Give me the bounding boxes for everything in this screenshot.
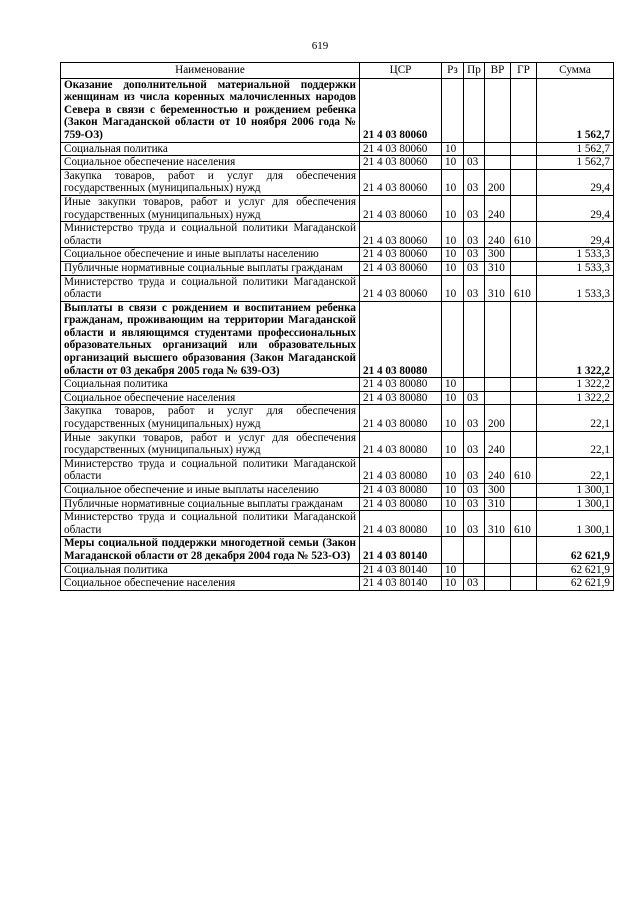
cell-sum: 1 300,1 xyxy=(537,484,614,498)
cell-vr: 310 xyxy=(485,261,511,275)
cell-pr xyxy=(464,301,485,378)
cell-pr xyxy=(464,537,485,563)
cell-name: Публичные нормативные социальные выплаты гражданам xyxy=(61,497,360,511)
cell-name: Социальное обеспечение населения xyxy=(61,577,360,591)
cell-rz: 10 xyxy=(442,457,464,483)
cell-pr: 03 xyxy=(464,261,485,275)
cell-vr: 200 xyxy=(485,169,511,195)
cell-sum: 29,4 xyxy=(537,169,614,195)
cell-gr: 610 xyxy=(511,511,537,537)
cell-name: Социальная политика xyxy=(61,563,360,577)
cell-rz xyxy=(442,78,464,142)
cell-sum: 1 562,7 xyxy=(537,78,614,142)
table-row xyxy=(61,261,614,275)
cell-name: Социальная политика xyxy=(61,378,360,392)
cell-pr: 03 xyxy=(464,431,485,457)
cell-rz: 10 xyxy=(442,563,464,577)
cell-csr: 21 4 03 80080 xyxy=(360,431,442,457)
cell-gr xyxy=(511,537,537,563)
cell-name: Социальное обеспечение и иные выплаты населению xyxy=(61,248,360,262)
cell-csr: 21 4 03 80060 xyxy=(360,78,442,142)
cell-csr: 21 4 03 80080 xyxy=(360,391,442,405)
cell-name: Социальное обеспечение населения xyxy=(61,391,360,405)
header-pr: Пр xyxy=(464,63,485,79)
cell-pr: 03 xyxy=(464,275,485,301)
cell-gr xyxy=(511,577,537,591)
cell-gr xyxy=(511,497,537,511)
cell-csr: 21 4 03 80140 xyxy=(360,537,442,563)
cell-gr xyxy=(511,378,537,392)
table-row xyxy=(61,169,614,195)
cell-gr xyxy=(511,248,537,262)
cell-csr: 21 4 03 80080 xyxy=(360,405,442,431)
cell-vr: 300 xyxy=(485,484,511,498)
cell-gr xyxy=(511,563,537,577)
cell-vr: 240 xyxy=(485,195,511,221)
cell-csr: 21 4 03 80060 xyxy=(360,248,442,262)
table-row xyxy=(61,391,614,405)
table-row xyxy=(61,275,614,301)
cell-pr: 03 xyxy=(464,577,485,591)
cell-csr: 21 4 03 80080 xyxy=(360,484,442,498)
cell-rz: 10 xyxy=(442,391,464,405)
cell-csr: 21 4 03 80080 xyxy=(360,378,442,392)
table-row xyxy=(61,577,614,591)
cell-sum: 1 533,3 xyxy=(537,248,614,262)
cell-vr: 240 xyxy=(485,431,511,457)
cell-sum: 62 621,9 xyxy=(537,563,614,577)
cell-pr: 03 xyxy=(464,484,485,498)
cell-pr: 03 xyxy=(464,391,485,405)
cell-sum: 1 322,2 xyxy=(537,301,614,378)
cell-rz: 10 xyxy=(442,195,464,221)
cell-csr: 21 4 03 80140 xyxy=(360,577,442,591)
cell-sum: 1 322,2 xyxy=(537,391,614,405)
cell-rz: 10 xyxy=(442,261,464,275)
cell-gr xyxy=(511,301,537,378)
cell-sum: 1 533,3 xyxy=(537,275,614,301)
cell-rz: 10 xyxy=(442,577,464,591)
cell-sum: 1 322,2 xyxy=(537,378,614,392)
cell-csr: 21 4 03 80060 xyxy=(360,222,442,248)
cell-sum: 29,4 xyxy=(537,195,614,221)
cell-gr xyxy=(511,484,537,498)
cell-pr: 03 xyxy=(464,405,485,431)
cell-csr: 21 4 03 80080 xyxy=(360,497,442,511)
cell-rz: 10 xyxy=(442,156,464,170)
cell-vr xyxy=(485,156,511,170)
cell-rz: 10 xyxy=(442,142,464,156)
cell-vr: 310 xyxy=(485,497,511,511)
cell-rz: 10 xyxy=(442,431,464,457)
table-row xyxy=(61,431,614,457)
cell-rz: 10 xyxy=(442,222,464,248)
cell-rz xyxy=(442,301,464,378)
table-row xyxy=(61,142,614,156)
table-row xyxy=(61,195,614,221)
cell-vr: 310 xyxy=(485,511,511,537)
cell-name: Оказание дополнительной материальной поддержки женщинам из числа коренных малочисленных народов Севера в связи с беременностью и рождением ребенка (Закон Магаданской области от 10 ноября 2006 года № 759-ОЗ) xyxy=(61,78,360,142)
cell-name: Министерство труда и социальной политики Магаданской области xyxy=(61,511,360,537)
table-row xyxy=(61,405,614,431)
cell-gr: 610 xyxy=(511,457,537,483)
cell-pr: 03 xyxy=(464,222,485,248)
cell-name: Выплаты в связи с рождением и воспитанием ребенка гражданам, проживающим на территории Магаданской области и являющимся студентами профессиональных образовательных организаций или образовательных организаций высшего образования (Закон Магаданской области от 03 декабря 2005 года № 639-ОЗ) xyxy=(61,301,360,378)
table-row xyxy=(61,301,614,378)
table-row xyxy=(61,78,614,142)
table-row xyxy=(61,497,614,511)
cell-vr xyxy=(485,391,511,405)
cell-gr xyxy=(511,195,537,221)
cell-csr: 21 4 03 80060 xyxy=(360,275,442,301)
table-row xyxy=(61,222,614,248)
cell-pr xyxy=(464,78,485,142)
cell-csr: 21 4 03 80060 xyxy=(360,156,442,170)
cell-gr xyxy=(511,391,537,405)
cell-csr: 21 4 03 80060 xyxy=(360,142,442,156)
cell-name: Социальное обеспечение и иные выплаты населению xyxy=(61,484,360,498)
cell-gr xyxy=(511,156,537,170)
cell-rz: 10 xyxy=(442,405,464,431)
cell-csr: 21 4 03 80080 xyxy=(360,457,442,483)
cell-rz: 10 xyxy=(442,511,464,537)
cell-csr: 21 4 03 80080 xyxy=(360,511,442,537)
cell-rz: 10 xyxy=(442,484,464,498)
table-body xyxy=(61,78,614,590)
header-vr: ВР xyxy=(485,63,511,79)
cell-name: Меры социальной поддержки многодетной семьи (Закон Магаданской области от 28 декабря 2004 года № 523-ОЗ) xyxy=(61,537,360,563)
cell-vr xyxy=(485,563,511,577)
budget-table xyxy=(60,62,614,591)
table-row xyxy=(61,378,614,392)
cell-rz: 10 xyxy=(442,497,464,511)
cell-sum: 29,4 xyxy=(537,222,614,248)
cell-sum: 22,1 xyxy=(537,405,614,431)
cell-csr: 21 4 03 80060 xyxy=(360,169,442,195)
cell-vr xyxy=(485,78,511,142)
cell-name: Иные закупки товаров, работ и услуг для обеспечения государственных (муниципальных) нужд xyxy=(61,195,360,221)
table-row xyxy=(61,511,614,537)
cell-name: Министерство труда и социальной политики Магаданской области xyxy=(61,222,360,248)
cell-sum: 62 621,9 xyxy=(537,577,614,591)
cell-sum: 62 621,9 xyxy=(537,537,614,563)
cell-gr xyxy=(511,431,537,457)
table-row xyxy=(61,156,614,170)
cell-csr: 21 4 03 80060 xyxy=(360,195,442,221)
cell-pr xyxy=(464,142,485,156)
header-name: Наименование xyxy=(61,63,360,79)
cell-name: Министерство труда и социальной политики Магаданской области xyxy=(61,275,360,301)
cell-vr: 300 xyxy=(485,248,511,262)
cell-rz: 10 xyxy=(442,275,464,301)
cell-pr: 03 xyxy=(464,497,485,511)
cell-vr: 240 xyxy=(485,457,511,483)
cell-vr xyxy=(485,577,511,591)
cell-name: Министерство труда и социальной политики Магаданской области xyxy=(61,457,360,483)
cell-name: Закупка товаров, работ и услуг для обеспечения государственных (муниципальных) нужд xyxy=(61,405,360,431)
cell-pr: 03 xyxy=(464,156,485,170)
cell-rz: 10 xyxy=(442,169,464,195)
cell-sum: 22,1 xyxy=(537,457,614,483)
cell-gr xyxy=(511,405,537,431)
cell-csr: 21 4 03 80060 xyxy=(360,261,442,275)
cell-sum: 1 562,7 xyxy=(537,156,614,170)
cell-pr: 03 xyxy=(464,511,485,537)
header-rz: Рз xyxy=(442,63,464,79)
cell-vr xyxy=(485,378,511,392)
cell-vr: 240 xyxy=(485,222,511,248)
cell-pr xyxy=(464,378,485,392)
cell-gr: 610 xyxy=(511,222,537,248)
cell-gr xyxy=(511,78,537,142)
table-row xyxy=(61,484,614,498)
cell-gr xyxy=(511,261,537,275)
cell-name: Публичные нормативные социальные выплаты гражданам xyxy=(61,261,360,275)
cell-pr: 03 xyxy=(464,248,485,262)
cell-vr xyxy=(485,142,511,156)
cell-name: Социальная политика xyxy=(61,142,360,156)
cell-pr: 03 xyxy=(464,457,485,483)
table-row xyxy=(61,537,614,563)
header-gr: ГР xyxy=(511,63,537,79)
cell-name: Закупка товаров, работ и услуг для обеспечения государственных (муниципальных) нужд xyxy=(61,169,360,195)
table-row xyxy=(61,248,614,262)
page-number: 619 xyxy=(311,40,329,52)
cell-sum: 1 300,1 xyxy=(537,497,614,511)
cell-csr: 21 4 03 80140 xyxy=(360,563,442,577)
cell-rz: 10 xyxy=(442,378,464,392)
cell-rz: 10 xyxy=(442,248,464,262)
cell-pr: 03 xyxy=(464,195,485,221)
cell-name: Иные закупки товаров, работ и услуг для обеспечения государственных (муниципальных) нужд xyxy=(61,431,360,457)
table-row xyxy=(61,563,614,577)
cell-vr: 310 xyxy=(485,275,511,301)
cell-pr xyxy=(464,563,485,577)
cell-vr: 200 xyxy=(485,405,511,431)
cell-gr xyxy=(511,142,537,156)
header-csr: ЦСР xyxy=(360,63,442,79)
cell-vr xyxy=(485,301,511,378)
cell-name: Социальное обеспечение населения xyxy=(61,156,360,170)
table-row xyxy=(61,457,614,483)
cell-pr: 03 xyxy=(464,169,485,195)
cell-gr: 610 xyxy=(511,275,537,301)
cell-sum: 22,1 xyxy=(537,431,614,457)
cell-sum: 1 533,3 xyxy=(537,261,614,275)
header-sum: Сумма xyxy=(537,63,614,79)
cell-rz xyxy=(442,537,464,563)
cell-csr: 21 4 03 80080 xyxy=(360,301,442,378)
cell-sum: 1 562,7 xyxy=(537,142,614,156)
table-header-row xyxy=(61,63,614,79)
cell-vr xyxy=(485,537,511,563)
cell-sum: 1 300,1 xyxy=(537,511,614,537)
cell-gr xyxy=(511,169,537,195)
